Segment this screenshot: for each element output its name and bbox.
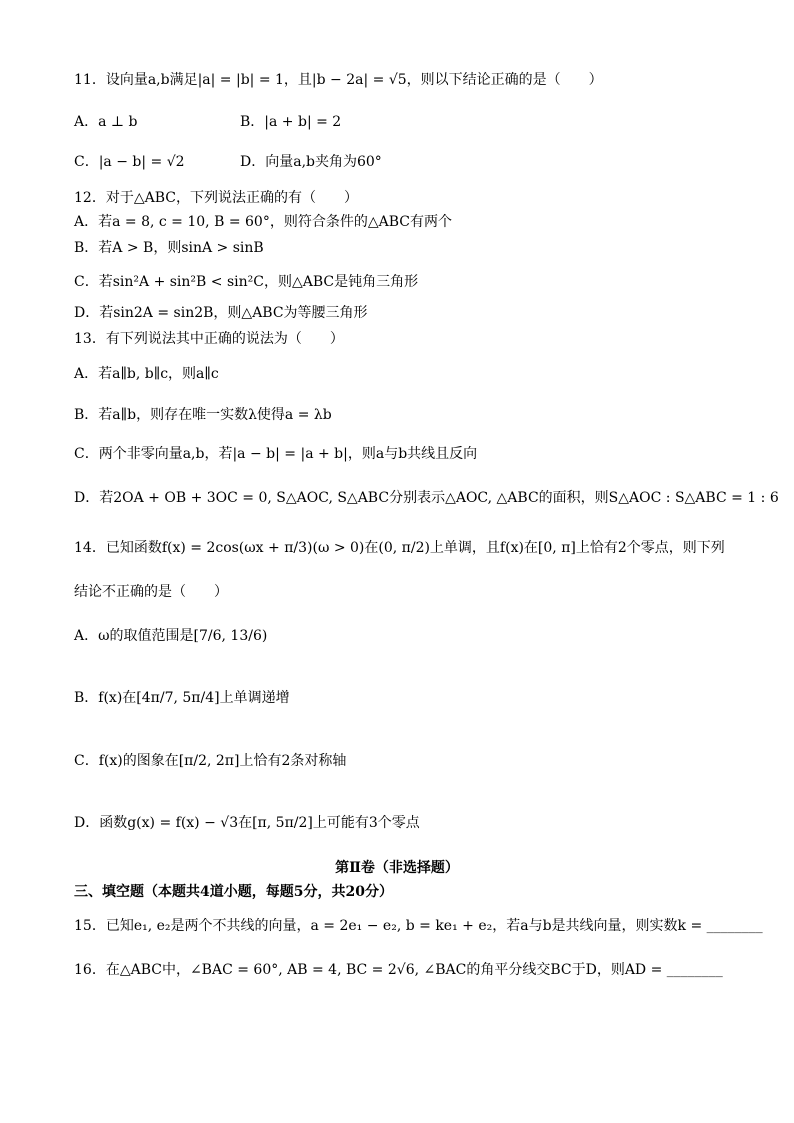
q12-option-b: B．若A > B，则sinA > sinB [74,240,264,256]
q14-option-b: B．f(x)在[4π/7, 5π/4]上单调递增 [74,690,290,706]
q12-option-a: A．若a = 8, c = 10, B = 60°，则符合条件的△ABC有两个 [74,214,452,230]
q13-stem: 13．有下列说法其中正确的说法为（ ） [74,331,344,347]
q14-stem-line2: 结论不正确的是（ ） [74,584,228,600]
q14-option-a: A．ω的取值范围是[7/6, 13/6) [74,628,268,644]
q13-option-a: A．若a∥b, b∥c，则a∥c [74,366,219,382]
q14-option-c: C．f(x)的图象在[π/2, 2π]上恰有2条对称轴 [74,753,347,769]
q12-option-c: C．若sin²A + sin²B < sin²C，则△ABC是钝角三角形 [74,274,419,290]
q13-option-d: D．若2OA + OB + 3OC = 0, S△AOC, S△ABC分别表示△AOC, △ABC的面积，则S△AOC : S△ABC = 1 : 6 [74,490,779,506]
q11-option-a: A．a ⊥ b [74,114,138,130]
q11-stem: 11．设向量a,b满足|a| = |b| = 1，且|b − 2a| = √5，则以下结论正确的是（ ） [74,72,603,88]
q12-option-d: D．若sin2A = sin2B，则△ABC为等腰三角形 [74,305,368,321]
q12-stem: 12．对于△ABC，下列说法正确的有（ ） [74,190,358,206]
q11-option-b: B．|a + b| = 2 [240,114,342,130]
q16: 16．在△ABC中，∠BAC = 60°, AB = 4, BC = 2√6, ∠BAC的角平分线交BC于D，则AD = ________ [74,962,723,978]
part2-title: 第Ⅱ卷（非选择题） [335,860,459,876]
q14-stem-line1: 14．已知函数f(x) = 2cos(ωx + π/3)(ω > 0)在(0, π/2)上单调，且f(x)在[0, π]上恰有2个零点，则下列 [74,540,725,556]
q11-option-c: C．|a − b| = √2 [74,154,185,170]
section3-title: 三、填空题（本题共4道小题，每题5分，共20分） [74,884,393,900]
q13-option-b: B．若a∥b，则存在唯一实数λ使得a = λb [74,407,332,423]
q15: 15．已知e₁, e₂是两个不共线的向量，a = 2e₁ − e₂, b = ke₁ + e₂，若a与b是共线向量，则实数k = ________ [74,918,763,934]
q14-option-d: D．函数g(x) = f(x) − √3在[π, 5π/2]上可能有3个零点 [74,815,420,831]
q13-option-c: C．两个非零向量a,b，若|a − b| = |a + b|，则a与b共线且反向 [74,446,478,462]
q11-option-d: D．向量a,b夹角为60° [240,154,382,170]
